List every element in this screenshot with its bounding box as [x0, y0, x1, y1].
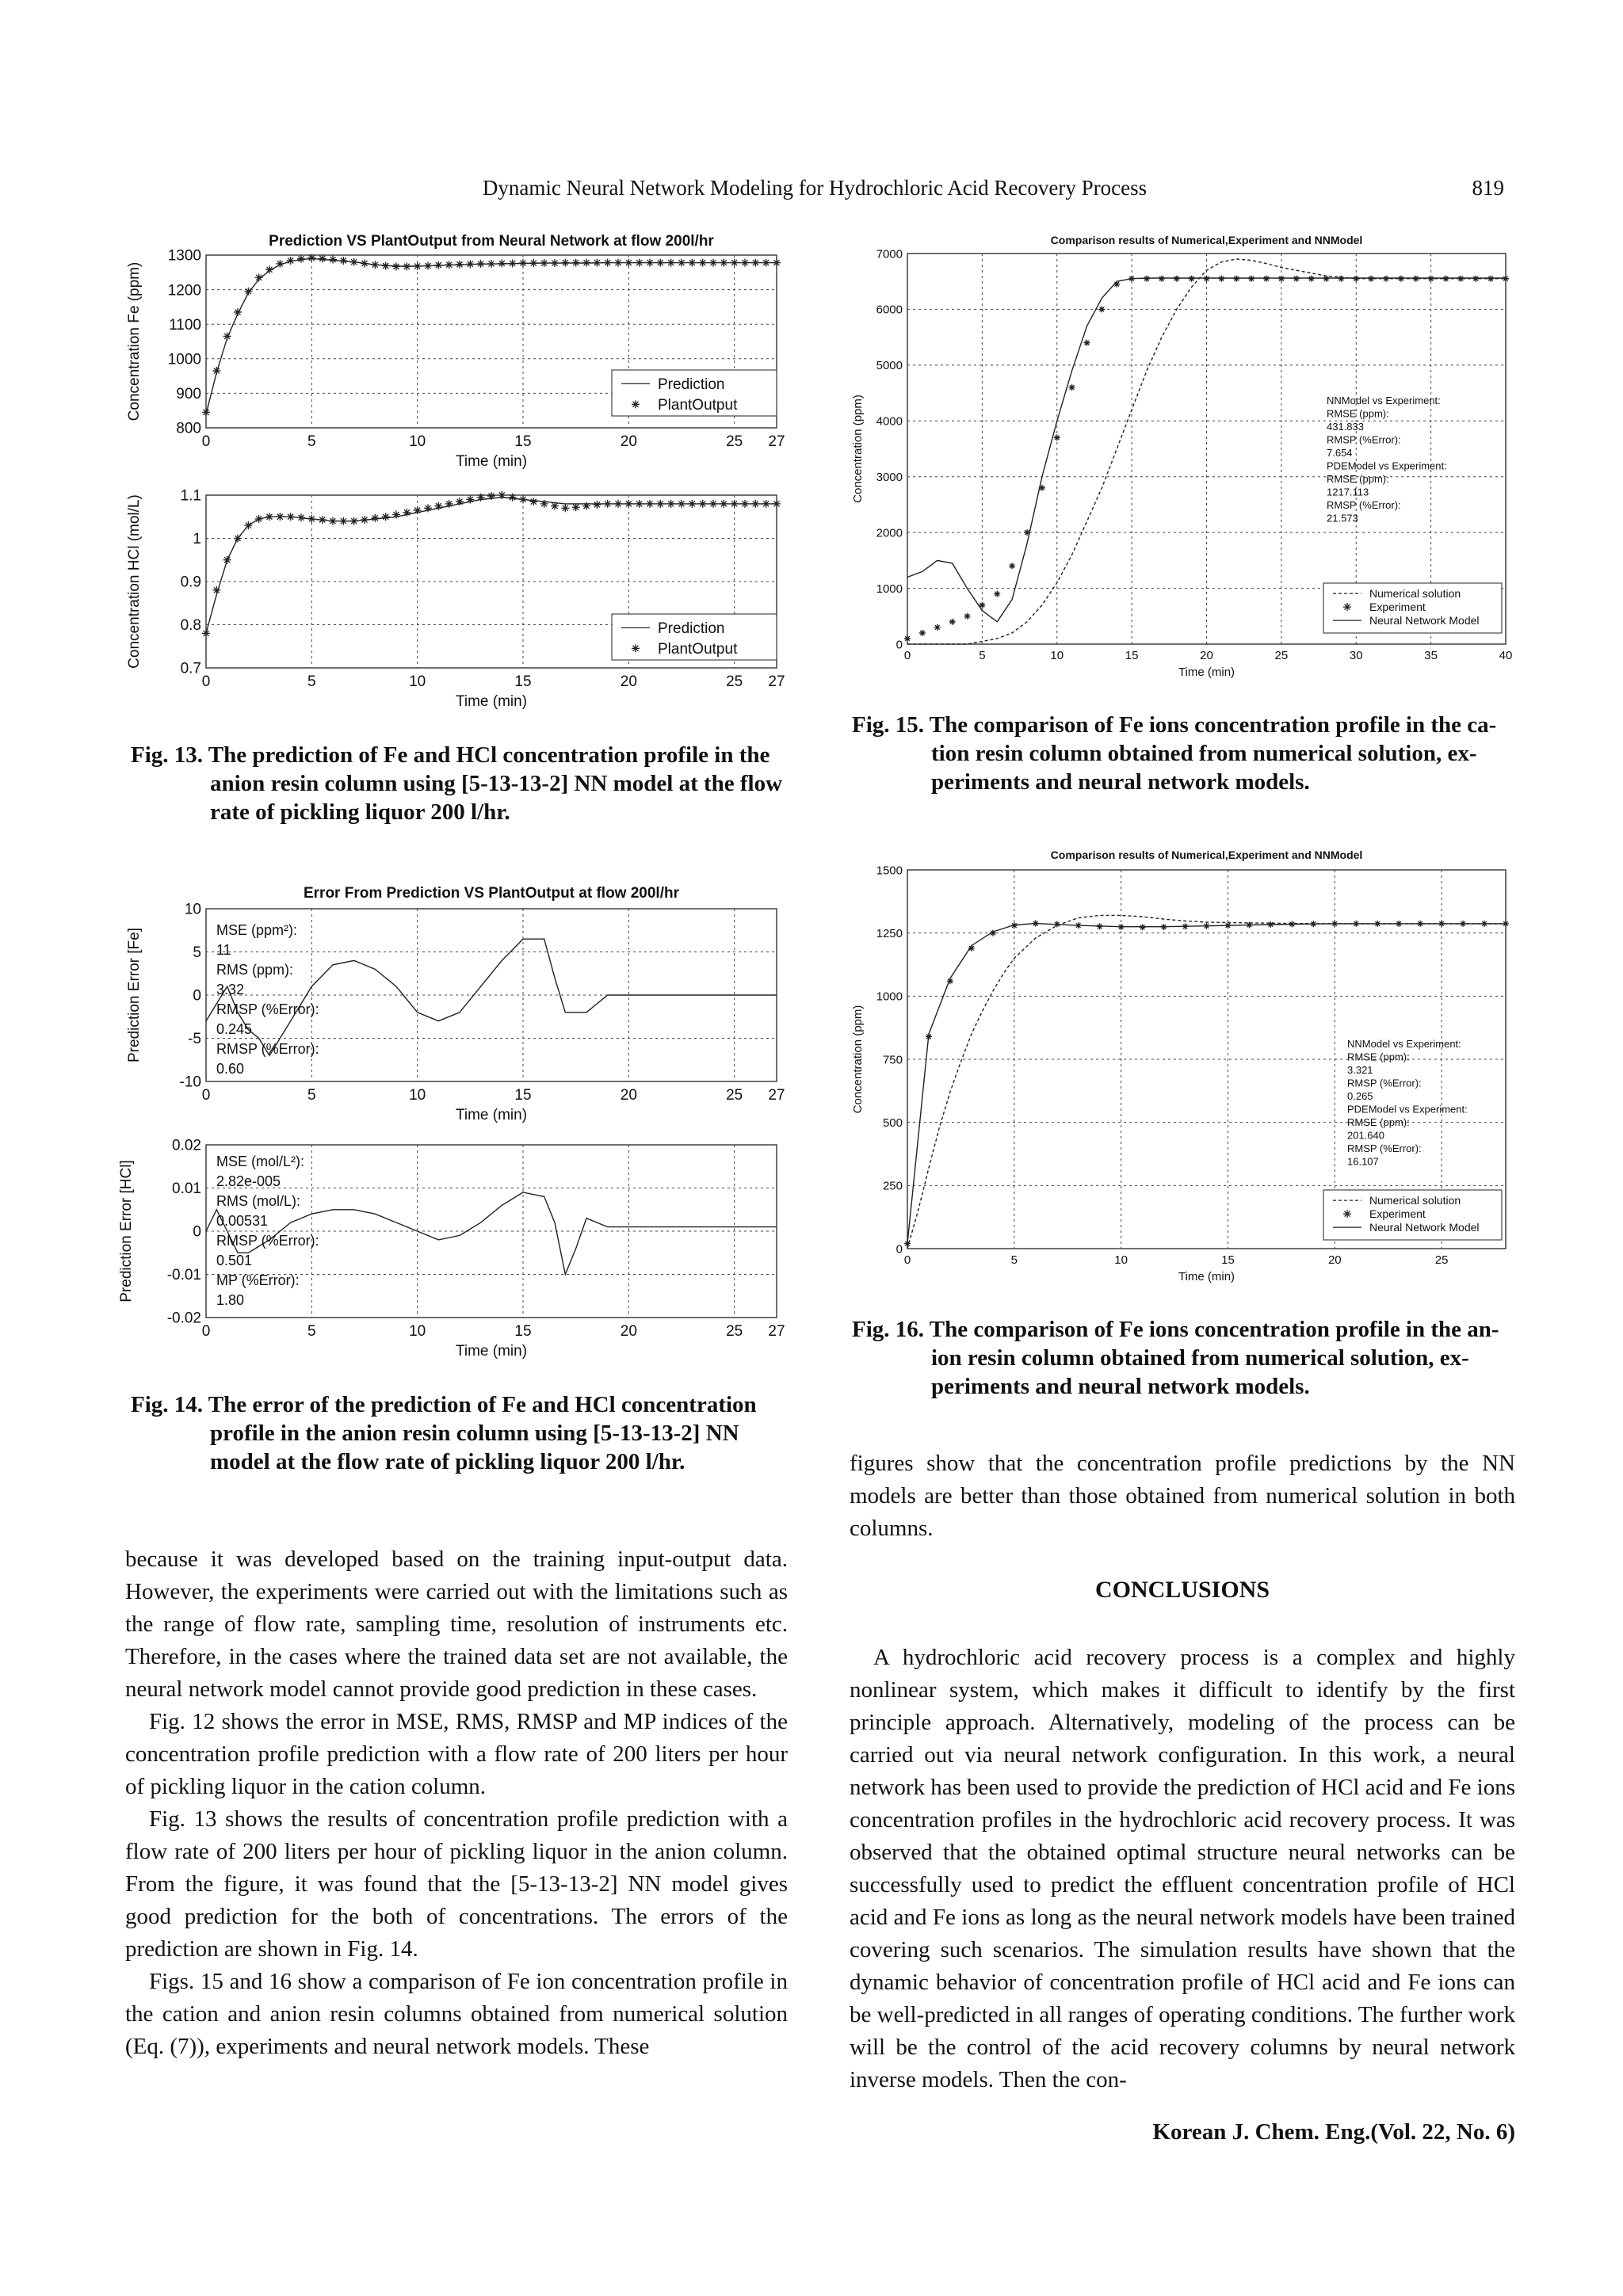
x-tick-label: 0 — [201, 433, 211, 450]
annotation-text: MSE (mol/L²): — [216, 1154, 305, 1169]
data-point — [202, 408, 210, 416]
annotation-text: RMSP (%Error): — [1347, 1142, 1422, 1154]
figure-15-svg — [848, 228, 1522, 696]
x-tick-label: 10 — [409, 433, 426, 450]
y-axis-label: Concentration (ppm) — [851, 1005, 865, 1114]
figure-15-caption-line: tion resin column obtained from numerical solution, ex- — [931, 741, 1477, 766]
annotation-text: RMSE (ppm): — [1327, 473, 1389, 485]
x-axis-label: Time (min) — [455, 1107, 528, 1123]
legend — [1323, 1190, 1502, 1240]
x-tick-label: 15 — [514, 673, 532, 690]
paragraph: Figs. 15 and 16 show a comparison of Fe ion concentration profile in the cation and anion resin columns obtained from numerical solution (Eq. (7)), experiments and neural network models. These — [125, 1969, 788, 2059]
data-point — [392, 262, 400, 270]
annotation-text: 3.321 — [1347, 1064, 1373, 1076]
legend-label: Neural Network Model — [1369, 614, 1480, 627]
y-tick-label: 2000 — [876, 526, 903, 540]
data-point — [361, 516, 369, 524]
y-tick-label: -5 — [188, 1031, 201, 1048]
y-tick-label: -10 — [179, 1074, 201, 1091]
paragraph: A hydrochloric acid recovery process is a complex and highly nonlinear system, which makes it difficult to identify by the first principle approach. Alternatively, modeling of the process can be carried out via neural network configuration. In this work, a neural network has been used to provide the prediction of HCl acid and Fe ions concentration profiles in the hydrochloric acid recovery process. It was observed that the obtained optimal structure neural networks can be successfully used to predict the effluent concentration profile of HCl acid and Fe ions as long as the neural network models have been trained covering such scenarios. The simulation results have shown that the dynamic behavior of concentration profile of HCl acid and Fe ions can be well-predicted in all ranges of operating conditions. The further work will be the control of the acid recovery columns by neural network inverse models. Then the con- — [850, 1645, 1515, 2092]
y-tick-label: 250 — [882, 1179, 903, 1193]
y-tick-label: 1000 — [876, 582, 903, 596]
x-tick-label: 27 — [768, 1323, 785, 1340]
y-tick-label: 1300 — [167, 247, 201, 265]
annotation-text: 16.107 — [1347, 1155, 1379, 1168]
data-point — [456, 498, 464, 505]
x-tick-label: 25 — [1274, 649, 1289, 662]
y-tick-label: 1250 — [876, 926, 903, 940]
figure-15-caption — [852, 711, 1518, 796]
y-tick-label: -0.02 — [166, 1310, 201, 1327]
paragraph: Fig. 13 shows the results of concentration profile prediction with a flow rate of 200 liters per hour of pickling liquor in the anion column. From the figure, it was found that the [5-13-13-2] NN model gives good prediction for the both of concentrations. The errors of the prediction are shown in Fig. 14. — [125, 1806, 788, 1962]
figure-14-caption-line: model at the flow rate of pickling liquor 200 l/hr. — [210, 1449, 685, 1474]
annotation-text: 0.245 — [216, 1021, 253, 1037]
y-tick-label: 0.7 — [180, 660, 201, 677]
y-tick-label: 10 — [184, 901, 201, 918]
annotation-text: RMSP (%Error): — [1347, 1077, 1422, 1089]
y-tick-label: 800 — [176, 420, 201, 437]
figure-13-svg — [126, 226, 792, 725]
x-tick-label: 10 — [409, 1323, 426, 1340]
y-tick-label: 5 — [193, 944, 201, 962]
x-tick-label: 0 — [201, 673, 211, 690]
x-tick-label: 5 — [307, 1323, 316, 1340]
legend-label: PlantOutput — [658, 641, 738, 658]
figure-15-label: Fig. 15. — [852, 712, 925, 738]
chart-fig16 — [851, 849, 1509, 1283]
y-tick-label: 1500 — [876, 864, 903, 878]
annotation-text: RMSP (%Error): — [216, 1233, 319, 1249]
y-tick-label: 0 — [193, 1223, 201, 1241]
data-point — [632, 400, 640, 408]
x-tick-label: 20 — [620, 1323, 637, 1340]
right-column-conclusion — [850, 1642, 1515, 2096]
legend-label: PlantOutput — [658, 397, 738, 414]
data-point — [350, 258, 358, 266]
chart-fig13a — [126, 233, 785, 470]
annotation-text: MP (%Error): — [216, 1272, 300, 1288]
y-tick-label: 5000 — [876, 359, 903, 373]
x-tick-label: 15 — [1125, 649, 1139, 662]
annotation-text: 21.573 — [1327, 512, 1358, 524]
annotation-text: 2.82e-005 — [216, 1173, 281, 1189]
x-tick-label: 25 — [1434, 1253, 1449, 1267]
paragraph: Fig. 12 shows the error in MSE, RMS, RMSP and MP indices of the concentration profile prediction with a flow rate of 200 liters per hour of pickling liquor in the cation column. — [125, 1709, 788, 1799]
journal-footer: Korean J. Chem. Eng.(Vol. 22, No. 6) — [1152, 2119, 1515, 2145]
figure-16-label: Fig. 16. — [852, 1317, 925, 1342]
figure-15-caption-line: periments and neural network models. — [931, 769, 1310, 795]
data-point — [371, 514, 379, 522]
y-tick-label: -0.01 — [166, 1267, 201, 1284]
data-point — [382, 513, 390, 521]
annotation-text: RMSE (ppm): — [1347, 1116, 1410, 1128]
x-tick-label: 27 — [768, 433, 785, 450]
annotation-text: 7.654 — [1327, 447, 1353, 459]
x-tick-label: 5 — [1010, 1253, 1018, 1267]
x-tick-label: 0 — [201, 1087, 211, 1104]
figure-14-label: Fig. 14. — [131, 1392, 204, 1417]
x-tick-label: 0 — [201, 1323, 211, 1340]
y-tick-label: 0 — [896, 1242, 903, 1257]
paragraph: because it was developed based on the training input-output data. However, the experiments were carried out with the limitations such as the range of flow rate, sampling time, resolution of instruments etc. Therefore, in the cases where the trained data set are not available, the neural network model cannot provide good prediction in these cases. — [125, 1547, 788, 1702]
y-tick-label: 1200 — [167, 282, 201, 299]
legend-label: Numerical solution — [1369, 1194, 1461, 1207]
figure-13-caption-line: rate of pickling liquor 200 l/hr. — [210, 799, 510, 825]
annotation-text: RMSP (%Error): — [1327, 433, 1401, 446]
legend — [612, 370, 777, 416]
figure-16-caption — [852, 1315, 1518, 1401]
chart-title: Error From Prediction VS PlantOutput at flow 200l/hr — [303, 885, 680, 902]
figure-15 — [848, 228, 1522, 696]
figure-13-label: Fig. 13. — [131, 742, 204, 768]
data-point — [265, 513, 273, 521]
x-axis-label: Time (min) — [1178, 666, 1235, 679]
annotation-text: RMSE (ppm): — [1347, 1051, 1410, 1063]
x-tick-label: 20 — [620, 433, 637, 450]
chart-fig14b — [118, 1138, 785, 1360]
section-title-conclusions: CONCLUSIONS — [1094, 1577, 1270, 1603]
figure-16-caption-line: The comparison of Fe ions concentration profile in the an- — [929, 1317, 1499, 1342]
figure-14-caption-line: profile in the anion resin column using [5-13-13-2] NN — [210, 1421, 739, 1446]
legend — [1323, 583, 1502, 633]
annotation-text: RMS (ppm): — [216, 962, 294, 978]
figure-15-caption-line: The comparison of Fe ions concentration profile in the ca- — [929, 712, 1497, 738]
x-tick-label: 5 — [979, 649, 986, 662]
data-point — [529, 259, 537, 267]
x-tick-label: 27 — [768, 673, 785, 690]
x-tick-label: 35 — [1424, 649, 1438, 662]
annotation-text: 0.265 — [1347, 1090, 1373, 1102]
data-point — [329, 517, 337, 525]
legend-label: Prediction — [658, 376, 725, 393]
y-tick-label: 3000 — [876, 470, 903, 484]
data-point — [519, 495, 527, 503]
x-axis-label: Time (min) — [455, 453, 528, 470]
x-tick-label: 10 — [409, 673, 426, 690]
x-tick-label: 30 — [1349, 649, 1363, 662]
legend-label: Experiment — [1369, 601, 1426, 613]
annotation-text: 1217.113 — [1327, 486, 1369, 498]
x-tick-label: 15 — [514, 1087, 532, 1104]
x-tick-label: 10 — [1114, 1253, 1128, 1267]
figure-13 — [126, 226, 792, 725]
y-tick-label: 1.1 — [180, 487, 201, 505]
annotation-text: 431.833 — [1327, 421, 1364, 433]
legend-label: Neural Network Model — [1369, 1221, 1480, 1234]
left-column-text — [125, 1543, 788, 2063]
y-axis-label: Concentration HCl (mol/L) — [126, 494, 143, 669]
y-tick-label: 6000 — [876, 303, 903, 317]
data-point — [487, 492, 495, 500]
y-tick-label: 0.01 — [172, 1180, 201, 1198]
figure-13-caption-line: The prediction of Fe and HCl concentration profile in the — [208, 742, 770, 768]
annotation-text: RMS (mol/L): — [216, 1193, 301, 1209]
running-title: Dynamic Neural Network Modeling for Hydrochloric Acid Recovery Process — [482, 176, 1148, 200]
y-axis-label: Concentration Fe (ppm) — [126, 261, 143, 421]
figure-14-svg — [118, 871, 792, 1371]
chart-title: Comparison results of Numerical,Experiment and NNModel — [1050, 234, 1363, 246]
y-tick-label: 4000 — [876, 414, 903, 429]
figure-14-caption — [131, 1390, 792, 1476]
x-tick-label: 15 — [514, 433, 532, 450]
right-column-intro — [850, 1447, 1515, 1545]
x-axis-label: Time (min) — [455, 1343, 528, 1360]
data-point — [477, 494, 485, 502]
x-tick-label: 5 — [307, 433, 316, 450]
annotation-text: RMSE (ppm): — [1327, 407, 1389, 420]
x-tick-label: 0 — [903, 1253, 911, 1267]
annotation-text: 1.80 — [216, 1292, 245, 1308]
y-tick-label: 0 — [896, 638, 903, 652]
x-axis-label: Time (min) — [1178, 1270, 1235, 1283]
annotation-text: RMSP (%Error): — [216, 1041, 319, 1057]
data-point — [350, 517, 358, 525]
chart-fig13b — [126, 488, 785, 710]
annotation-text: 201.640 — [1347, 1129, 1384, 1142]
data-point — [572, 503, 580, 511]
x-tick-label: 25 — [726, 1087, 743, 1104]
data-point — [593, 501, 601, 509]
figure-16 — [848, 840, 1522, 1299]
figure-16-caption-line: ion resin column obtained from numerical solution, ex- — [931, 1345, 1469, 1371]
y-tick-label: 500 — [882, 1116, 903, 1130]
annotation-text: 11 — [216, 942, 231, 958]
data-point — [202, 629, 210, 637]
y-tick-label: 1000 — [876, 990, 903, 1004]
annotation-text: MSE (ppm²): — [216, 922, 298, 938]
chart-fig15 — [851, 234, 1512, 679]
x-tick-label: 20 — [620, 1087, 637, 1104]
chart-fig14a — [126, 885, 785, 1123]
x-tick-label: 15 — [514, 1323, 532, 1340]
x-tick-label: 40 — [1499, 649, 1513, 662]
data-point — [582, 502, 590, 510]
annotation-text: 0.60 — [216, 1061, 245, 1077]
legend-label: Numerical solution — [1369, 587, 1461, 600]
y-axis-label: Prediction Error [Fe] — [126, 928, 143, 1062]
annotation-text: PDEModel vs Experiment: — [1347, 1103, 1468, 1116]
data-point — [339, 517, 347, 525]
y-tick-label: 7000 — [876, 247, 903, 261]
running-header — [125, 176, 1504, 204]
page-number: 819 — [1472, 176, 1504, 200]
x-axis-label: Time (min) — [455, 693, 528, 710]
legend-label: Experiment — [1369, 1207, 1426, 1220]
x-tick-label: 10 — [409, 1087, 426, 1104]
x-tick-label: 0 — [903, 649, 911, 662]
y-tick-label: 0.02 — [172, 1137, 201, 1154]
x-tick-label: 25 — [726, 433, 743, 450]
y-tick-label: 0.9 — [180, 574, 201, 591]
legend — [612, 614, 777, 660]
annotation-text: NNModel vs Experiment: — [1327, 395, 1441, 406]
annotation-text: NNModel vs Experiment: — [1347, 1038, 1461, 1050]
chart-title: Comparison results of Numerical,Experiment and NNModel — [1050, 849, 1363, 861]
y-tick-label: 0.8 — [180, 617, 201, 635]
data-point — [234, 308, 242, 316]
y-tick-label: 1100 — [169, 316, 201, 334]
chart-title: Prediction VS PlantOutput from Neural Network at flow 200l/hr — [269, 233, 714, 250]
paragraph: figures show that the concentration profile predictions by the NN models are better than those obtained from numerical solution in both columns. — [850, 1451, 1515, 1541]
x-tick-label: 20 — [620, 673, 637, 690]
x-tick-label: 10 — [1050, 649, 1064, 662]
x-tick-label: 27 — [768, 1087, 785, 1104]
data-point — [632, 644, 640, 652]
figure-16-svg — [848, 840, 1522, 1299]
data-point — [529, 498, 537, 505]
x-tick-label: 5 — [307, 1087, 316, 1104]
annotation-text: 3.32 — [216, 982, 245, 997]
annotation-text: PDEModel vs Experiment: — [1327, 460, 1447, 472]
y-axis-label: Concentration (ppm) — [851, 395, 865, 503]
x-tick-label: 25 — [726, 673, 743, 690]
y-tick-label: 750 — [882, 1053, 903, 1067]
figure-14-caption-line: The error of the prediction of Fe and HCl concentration — [208, 1392, 757, 1417]
x-tick-label: 20 — [1200, 649, 1213, 662]
x-tick-label: 25 — [726, 1323, 743, 1340]
figure-16-caption-line: periments and neural network models. — [931, 1374, 1310, 1399]
x-tick-label: 20 — [1327, 1253, 1342, 1267]
data-point — [509, 494, 517, 502]
legend-label: Prediction — [658, 620, 725, 637]
annotation-text: RMSP (%Error): — [1327, 499, 1401, 511]
y-axis-label: Prediction Error [HCl] — [118, 1160, 135, 1302]
annotation-text: RMSP (%Error): — [216, 1001, 319, 1017]
figure-14 — [118, 871, 792, 1371]
y-tick-label: 1000 — [167, 351, 201, 368]
x-tick-label: 5 — [307, 673, 316, 690]
x-tick-label: 15 — [1221, 1253, 1235, 1267]
annotation-text: 0.00531 — [216, 1213, 269, 1229]
data-point — [234, 535, 242, 543]
data-point — [329, 256, 337, 264]
data-point — [551, 502, 559, 510]
y-tick-label: 900 — [176, 386, 201, 403]
annotation-text: 0.501 — [216, 1253, 253, 1268]
figure-13-caption — [131, 741, 792, 826]
y-tick-label: 1 — [193, 531, 201, 548]
y-tick-label: 0 — [193, 987, 201, 1005]
figure-13-caption-line: anion resin column using [5-13-13-2] NN model at the flow — [210, 771, 783, 796]
